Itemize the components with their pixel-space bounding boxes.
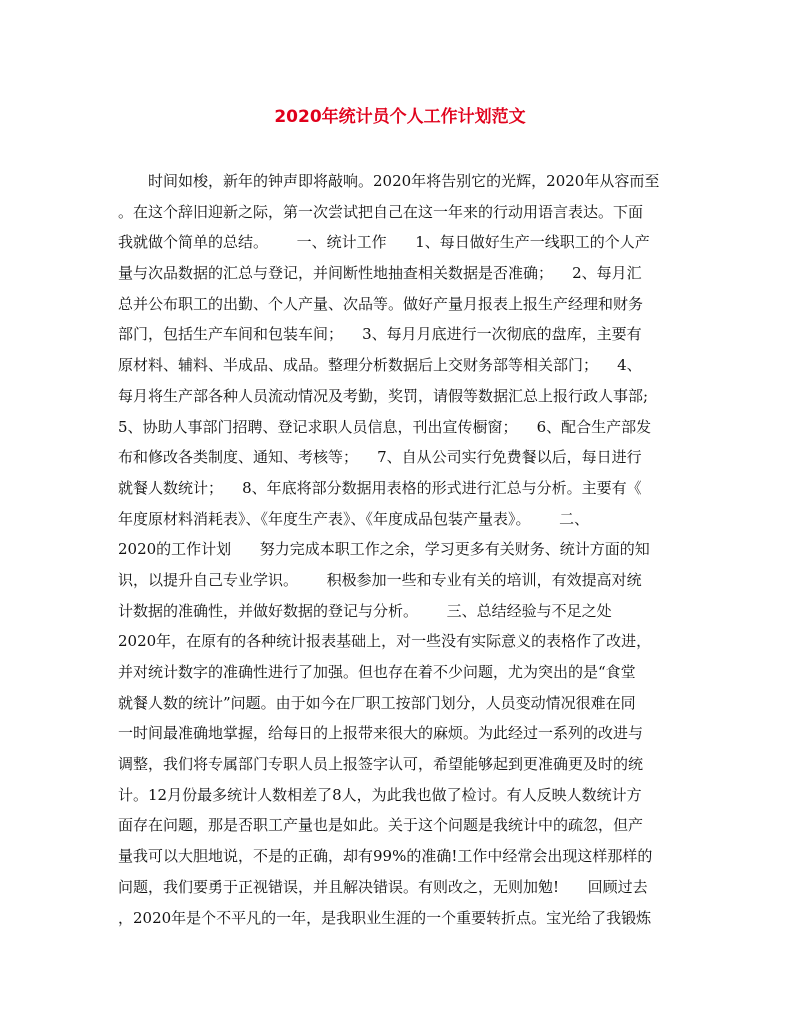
body-line: 。在这个辞旧迎新之际，第一次尝试把自己在这一年来的行动用语言表达。下面: [118, 202, 644, 221]
document-body: [118, 166, 688, 933]
body-line: 2020的工作计划 努力完成本职工作之余，学习更多有关财务、统计方面的知: [118, 540, 650, 559]
body-line: 并对统计数字的准确性进行了加强。但也存在着不少问题，尤为突出的是“食堂: [118, 663, 636, 681]
body-line: 识，以提升自己专业学识。 积极参加一些和专业有关的培训，有效提高对统: [118, 570, 642, 589]
body-line: 总并公布职工的出勤、个人产量、次品等。做好产量月报表上报生产经理和财务: [118, 294, 644, 313]
body-line: 部门，包括生产车间和包装车间； 3、每月月底进行一次彻底的盘库，主要有: [118, 325, 642, 344]
body-line: 布和修改各类制度、通知、考核等； 7、自从公司实行免费餐以后，每日进行: [118, 448, 642, 467]
document-title: 2020年统计员个人工作计划范文: [274, 107, 526, 127]
body-line: 就餐人数统计； 8、年底将部分数据用表格的形式进行汇总与分析。主要有《: [118, 478, 642, 497]
body-line: 原材料、辅料、半成品、成品。整理分析数据后上交财务部等相关部门； 4、: [118, 356, 642, 375]
body-line: 问题，我们要勇于正视错误，并且解决错误。有则改之，无则加勉! 回顾过去: [118, 877, 648, 896]
body-line: 计数据的准确性，并做好数据的登记与分析。 三、总结经验与不足之处: [118, 601, 612, 620]
body-line: 一时间最准确地掌握，给每日的上报带来很大的麻烦。为此经过一系列的改进与: [118, 724, 644, 743]
body-line: 5、协助人事部门招聘、登记求职人员信息，刊出宣传橱窗； 6、配合生产部发: [118, 417, 652, 436]
body-line: 我就做个简单的总结。 一、统计工作 1、每日做好生产一线职工的个人产: [118, 233, 650, 252]
body-line: ，2020年是个不平凡的一年，是我职业生涯的一个重要转折点。宝光给了我锻炼: [118, 908, 652, 927]
body-line: 调整，我们将专属部门专职人员上报签字认可，希望能够起到更准确更及时的统: [118, 755, 644, 774]
body-line: 计。12月份最多统计人数相差了8人，为此我也做了检讨。有人反映人数统计方: [118, 785, 642, 804]
body-line: 就餐人数的统计”问题。由于如今在厂职工按部门划分，人员变动情况很难在同: [118, 693, 636, 712]
body-line: 每月将生产部各种人员流动情况及考勤，奖罚，请假等数据汇总上报行政人事部;: [118, 386, 649, 405]
body-line: 量我可以大胆地说，不是的正确，却有99%的准确!工作中经常会出现这样那样的: [118, 847, 653, 866]
body-line: 时间如梭，新年的钟声即将敲响。2020年将告别它的光辉，2020年从容而至: [148, 172, 660, 190]
body-line: 年度原材料消耗表》、《年度生产表》、《年度成品包装产量表》。 二、: [118, 509, 590, 528]
body-line: 量与次品数据的汇总与登记，并间断性地抽查相关数据是否准确； 2、每月汇: [118, 264, 642, 283]
body-line: 面存在问题，那是否职工产量也是如此。关于这个问题是我统计中的疏忽，但产: [118, 816, 644, 835]
body-line: 2020年，在原有的各种统计报表基础上，对一些没有实际意义的表格作了改进，: [118, 632, 652, 651]
